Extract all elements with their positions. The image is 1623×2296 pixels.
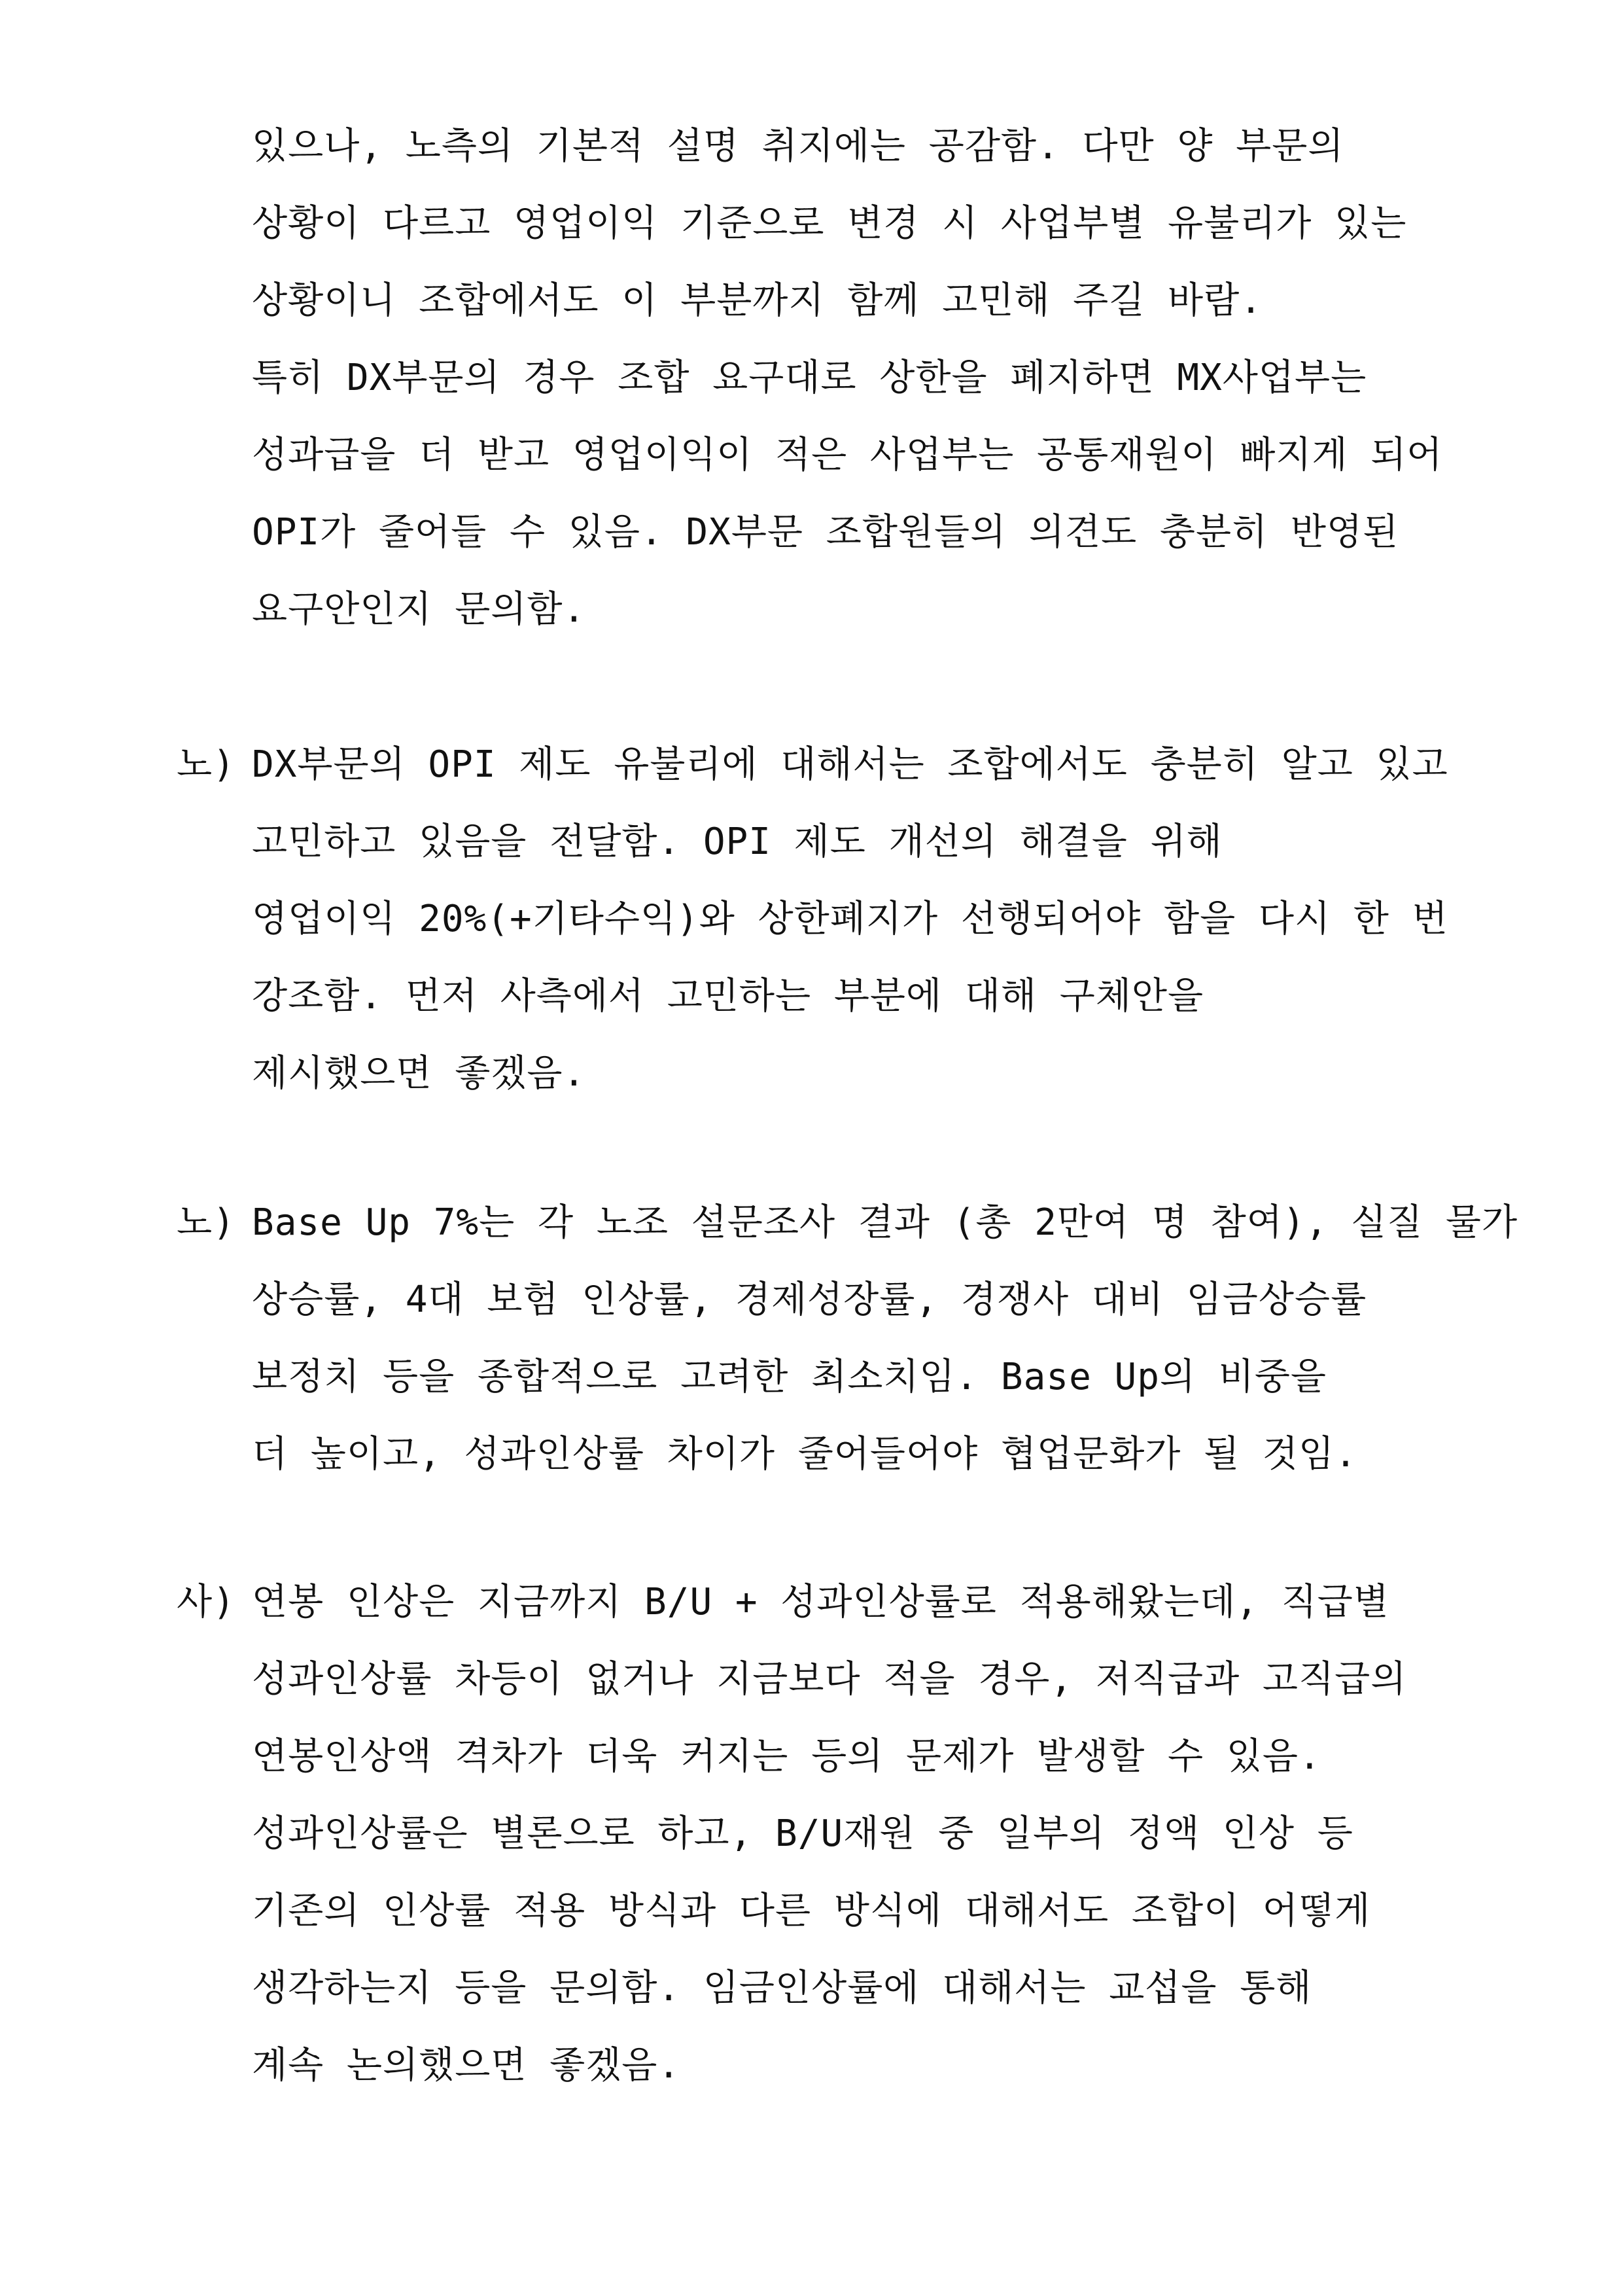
- statement-item: [177, 1184, 1518, 1493]
- paragraph-line: 성과급을 더 받고 영업이익이 적은 사업부는 공통재원이 빠지게 되어: [252, 434, 1443, 476]
- speaker-marker: 노): [177, 1201, 236, 1244]
- speaker-marker: 사): [177, 1581, 236, 1623]
- paragraph-line: 상황이 다르고 영업이익 기준으로 변경 시 사업부별 유불리가 있는: [252, 202, 1407, 245]
- paragraph-line: 상승률, 4대 보험 인상률, 경제성장률, 경쟁사 대비 임금상승률: [252, 1279, 1367, 1321]
- paragraph-line: 계속 논의했으면 좋겠음.: [252, 2044, 681, 2087]
- paragraph-text: Base Up 7%는 각 노조 설문조사 결과 (총 2만여 명 참여), 실질 물가: [252, 1201, 1518, 1244]
- paragraph-line: 고민하고 있음을 전달함. OPI 제도 개선의 해결을 위해: [252, 821, 1223, 863]
- paragraph-text: DX부문의 OPI 제도 유불리에 대해서는 조합에서도 충분히 알고 있고: [252, 743, 1448, 786]
- paragraph-line: [177, 1184, 1518, 1262]
- paragraph-line: [177, 726, 1485, 804]
- speaker-marker: 노): [177, 743, 236, 786]
- paragraph-line: 기존의 인상률 적용 방식과 다른 방식에 대해서도 조합이 어떻게: [252, 1890, 1371, 1932]
- paragraph-line: 연봉인상액 격차가 더욱 커지는 등의 문제가 발생할 수 있음.: [252, 1735, 1321, 1778]
- paragraph-line: OPI가 줄어들 수 있음. DX부문 조합원들의 의견도 충분히 반영된: [252, 511, 1399, 554]
- statement-item: [177, 1564, 1485, 2104]
- paragraph-line: 영업이익 20%(+기타수익)와 상한폐지가 선행되어야 함을 다시 한 번: [252, 898, 1448, 940]
- paragraph-line: 성과인상률 차등이 없거나 지금보다 적을 경우, 저직급과 고직급의: [252, 1658, 1407, 1701]
- paragraph-line: 상황이니 조합에서도 이 부분까지 함께 고민해 주길 바람.: [252, 279, 1263, 322]
- paragraph-text: 연봉 인상은 지금까지 B/U + 성과인상률로 적용해왔는데, 직급별: [252, 1581, 1389, 1623]
- paragraph-line: [177, 1564, 1485, 1641]
- paragraph-line: 성과인상률은 별론으로 하고, B/U재원 중 일부의 정액 인상 등: [252, 1812, 1353, 1855]
- paragraph-line: 생각하는지 등을 문의함. 임금인상률에 대해서는 교섭을 통해: [252, 1967, 1312, 2009]
- paragraph-line: 제시했으면 좋겠음.: [252, 1052, 586, 1095]
- paragraph-line: 요구안인지 문의함.: [252, 588, 586, 631]
- paragraph-line: 강조함. 먼저 사측에서 고민하는 부분에 대해 구체안을: [252, 975, 1204, 1017]
- paragraph-line: 더 높이고, 성과인상률 차이가 줄어들어야 협업문화가 될 것임.: [252, 1433, 1357, 1475]
- paragraph-line: 있으나, 노측의 기본적 설명 취지에는 공감함. 다만 양 부문의: [252, 125, 1344, 168]
- statement-item: [177, 726, 1485, 1112]
- paragraph-line: 특히 DX부문의 경우 조합 요구대로 상한을 폐지하면 MX사업부는: [252, 357, 1367, 399]
- paragraph-line: 보정치 등을 종합적으로 고려한 최소치임. Base Up의 비중을: [252, 1356, 1327, 1398]
- continuation-paragraph: [177, 108, 1485, 648]
